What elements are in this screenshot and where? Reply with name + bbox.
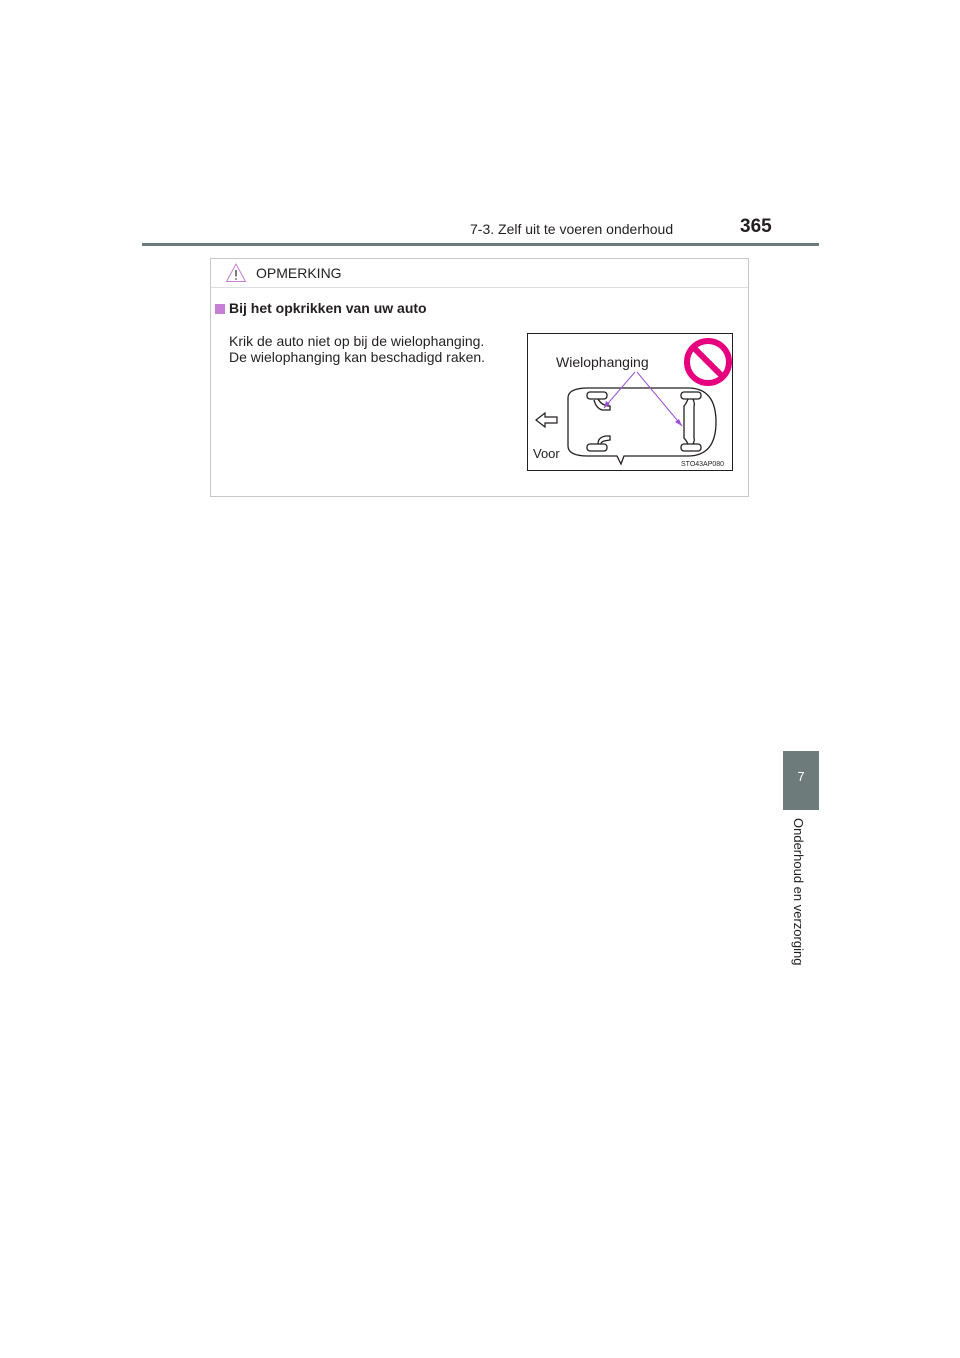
rear-left-wheel xyxy=(681,392,701,399)
notice-box xyxy=(210,258,749,497)
body-line: Krik de auto niet op bij de wielophanging. xyxy=(229,333,485,349)
rear-axle xyxy=(684,399,694,444)
front-right-wheel xyxy=(587,444,607,451)
front-label: Voor xyxy=(533,446,560,461)
rear-right-wheel xyxy=(681,444,701,451)
header-section-title: 7-3. Zelf uit te voeren onderhoud xyxy=(470,221,674,237)
notice-title: OPMERKING xyxy=(256,265,342,281)
body-line: De wielophanging kan beschadigd raken. xyxy=(229,349,486,365)
header-rule xyxy=(142,243,819,246)
warning-triangle-icon xyxy=(225,262,247,284)
front-suspension-right xyxy=(598,436,610,444)
front-arrow-icon xyxy=(536,413,557,427)
suspension-figure xyxy=(527,333,733,471)
notice-header xyxy=(211,259,748,288)
page-number: 365 xyxy=(740,216,772,237)
callout-arrowhead-rear xyxy=(675,419,682,426)
chapter-tab xyxy=(783,751,819,810)
callout-line-rear xyxy=(637,372,682,426)
prohibited-icon xyxy=(687,341,729,383)
front-left-wheel xyxy=(587,392,607,399)
chapter-number: 7 xyxy=(797,769,805,784)
suspension-callout-label: Wielophanging xyxy=(556,354,649,370)
section-bullet xyxy=(215,304,225,314)
chapter-title: Onderhoud en verzorging xyxy=(791,818,806,966)
callout-line-front xyxy=(604,372,635,408)
section-heading: Bij het opkrikken van uw auto xyxy=(229,300,427,316)
figure-code: STO43AP080 xyxy=(681,461,725,468)
